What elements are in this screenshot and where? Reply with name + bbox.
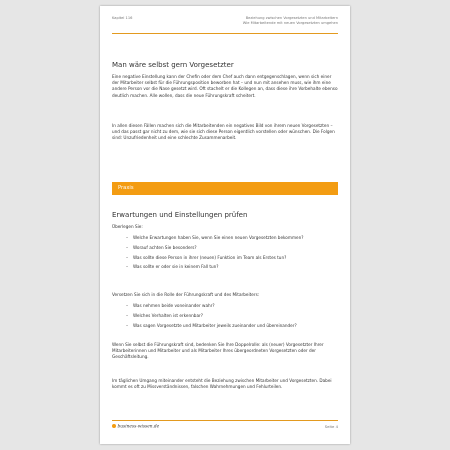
praxis-label: Praxis xyxy=(118,185,134,191)
list-intro: Versetzen Sie sich in die Rolle der Führungskraft und des Mitarbeiters: xyxy=(112,292,260,297)
list-item: – Worauf achten Sie besonders? xyxy=(126,244,197,250)
dash-bullet-icon: – xyxy=(126,244,129,250)
list-item: – Welche Erwartungen haben Sie, wenn Sie einen neuen Vorgesetzten bekommen? xyxy=(126,235,304,240)
paragraph: In allen diesen Fällen machen sich die Mitarbeitenden ein negatives Bild von ihrem neuen Vorgesetzten – und das passt gar nicht zu dem, wie sie sich diese Person eigentlich vorstellen oder wünschen. Die Folgen sind: Unzufriedenheit und eine schlechte Zusammenarbeit. xyxy=(112,123,335,141)
dash-bullet-icon: – xyxy=(126,264,129,270)
header-title-line2: Wie Mitarbeitende mit neuen Vorgesetzten umgehen xyxy=(242,20,338,25)
section-heading: Man wäre selbst gern Vorgesetzter xyxy=(112,61,234,69)
dash-bullet-icon: – xyxy=(126,322,129,328)
dash-bullet-icon: – xyxy=(126,235,129,240)
section-heading: Erwartungen und Einstellungen prüfen xyxy=(112,211,248,219)
paragraph: Im täglichen Umgang miteinander entsteht die Beziehung zwischen Mitarbeiter und Vorgesetzten. Dabei kommt es oft zu Missverständnissen, falschen Wahrnehmungen und Fehlurteilen. xyxy=(112,378,332,390)
list-item: – Was sagen Vorgesetzte und Mitarbeiter jeweils zueinander und übereinander? xyxy=(126,322,297,328)
list-intro: Überlegen Sie: xyxy=(112,224,143,229)
document-page xyxy=(100,6,350,444)
list-item: – Was sollte er oder sie in keinem Fall tun? xyxy=(126,264,219,270)
header-titles xyxy=(243,16,338,25)
header-title-line1: Beziehung zwischen Vorgesetzten und Mitarbeitern xyxy=(245,16,338,20)
list-item: – Was nehmen beide voneinander wahr? xyxy=(126,303,215,308)
paragraph: Wenn Sie selbst die Führungskraft sind, bedenken Sie Ihre Doppelrolle: als (neuer) Vorgesetzter Ihrer Mitarbeiterinnen und Mitarbeiter und als Mitarbeiter Ihres übergeordneten Vorgesetzten oder der Geschäftsleitung. xyxy=(112,342,324,360)
dash-bullet-icon: – xyxy=(126,254,129,260)
list-item: – Was sollte diese Person in ihrer (neuen) Funktion im Team als Erstes tun? xyxy=(126,254,287,260)
question-list xyxy=(112,303,338,332)
praxis-banner xyxy=(112,182,338,195)
page-footer xyxy=(112,420,338,433)
dash-bullet-icon: – xyxy=(126,303,129,308)
logo-dot-icon xyxy=(112,424,116,428)
paragraph: Eine negative Einstellung kann der Chefin oder dem Chef auch dann entgegenschlagen, wenn sich einer der Mitarbeiter selbst für die Führungsposition beworben hat – und nun mit ansehen muss, wie ihm eine andere Person vor die Nase gesetzt wird. Oft stachelt er die Kollegen an, dass diese ihre Vorbehalte ebenso deutlich machen. Alle wollen, dass die neue Führungskraft scheitert. xyxy=(112,74,338,98)
list-item: – Welches Verhalten ist erkennbar? xyxy=(126,312,203,318)
brand-logo: business-wissen.de xyxy=(112,424,159,430)
dash-bullet-icon: – xyxy=(126,312,129,318)
page-number: Seite 4 xyxy=(324,424,338,429)
question-list xyxy=(112,235,338,274)
chapter-label: Kapitel 116 xyxy=(112,16,133,20)
page-header xyxy=(112,15,338,34)
